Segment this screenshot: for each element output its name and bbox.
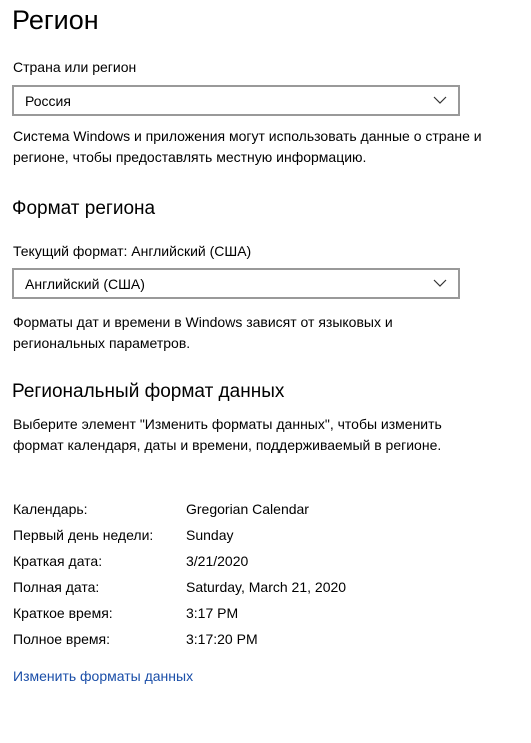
region-format-dropdown[interactable] bbox=[12, 268, 460, 299]
format-row-first-day bbox=[13, 525, 473, 551]
format-row-value: 3:17 PM bbox=[186, 605, 239, 621]
country-dropdown-value: Россия bbox=[25, 93, 71, 109]
page-title: Регион bbox=[12, 5, 99, 35]
chevron-down-icon bbox=[433, 93, 447, 107]
current-format-label: Текущий формат: Английский (США) bbox=[13, 243, 252, 259]
change-data-formats-link[interactable]: Изменить форматы данных bbox=[13, 668, 194, 684]
country-description: Система Windows и приложения могут использовать данные о стране и регионе, чтобы предоставлять местную информацию. bbox=[13, 128, 482, 165]
country-dropdown[interactable] bbox=[12, 85, 460, 116]
format-row-key: Первый день недели: bbox=[13, 527, 154, 543]
region-format-dropdown-value: Английский (США) bbox=[25, 276, 145, 292]
regional-data-title: Региональный формат данных bbox=[12, 381, 285, 402]
format-row-long-time bbox=[13, 629, 473, 655]
chevron-down-icon bbox=[433, 276, 447, 290]
format-row-value: Gregorian Calendar bbox=[186, 501, 309, 517]
format-row-value: Saturday, March 21, 2020 bbox=[186, 579, 347, 595]
format-row-value: Sunday bbox=[186, 527, 234, 543]
format-row-key: Календарь: bbox=[13, 501, 88, 517]
format-row-value: 3/21/2020 bbox=[186, 553, 249, 569]
format-row-key: Краткая дата: bbox=[13, 553, 103, 569]
regional-data-description: Выберите элемент "Изменить форматы данных", чтобы изменить формат календаря, даты и времени, поддерживаемый в регионе. bbox=[13, 416, 442, 453]
format-row-value: 3:17:20 PM bbox=[186, 631, 258, 647]
country-label: Страна или регион bbox=[13, 59, 137, 75]
region-format-title: Формат региона bbox=[12, 198, 156, 219]
format-row-long-date bbox=[13, 577, 473, 603]
format-row-calendar bbox=[13, 499, 473, 525]
format-details-list bbox=[13, 499, 473, 655]
region-format-description: Форматы дат и времени в Windows зависят от языковых и региональных параметров. bbox=[13, 314, 393, 351]
format-row-short-date bbox=[13, 551, 473, 577]
format-row-key: Краткое время: bbox=[13, 605, 113, 621]
format-row-key: Полное время: bbox=[13, 631, 111, 647]
format-row-key: Полная дата: bbox=[13, 579, 100, 595]
format-row-short-time bbox=[13, 603, 473, 629]
